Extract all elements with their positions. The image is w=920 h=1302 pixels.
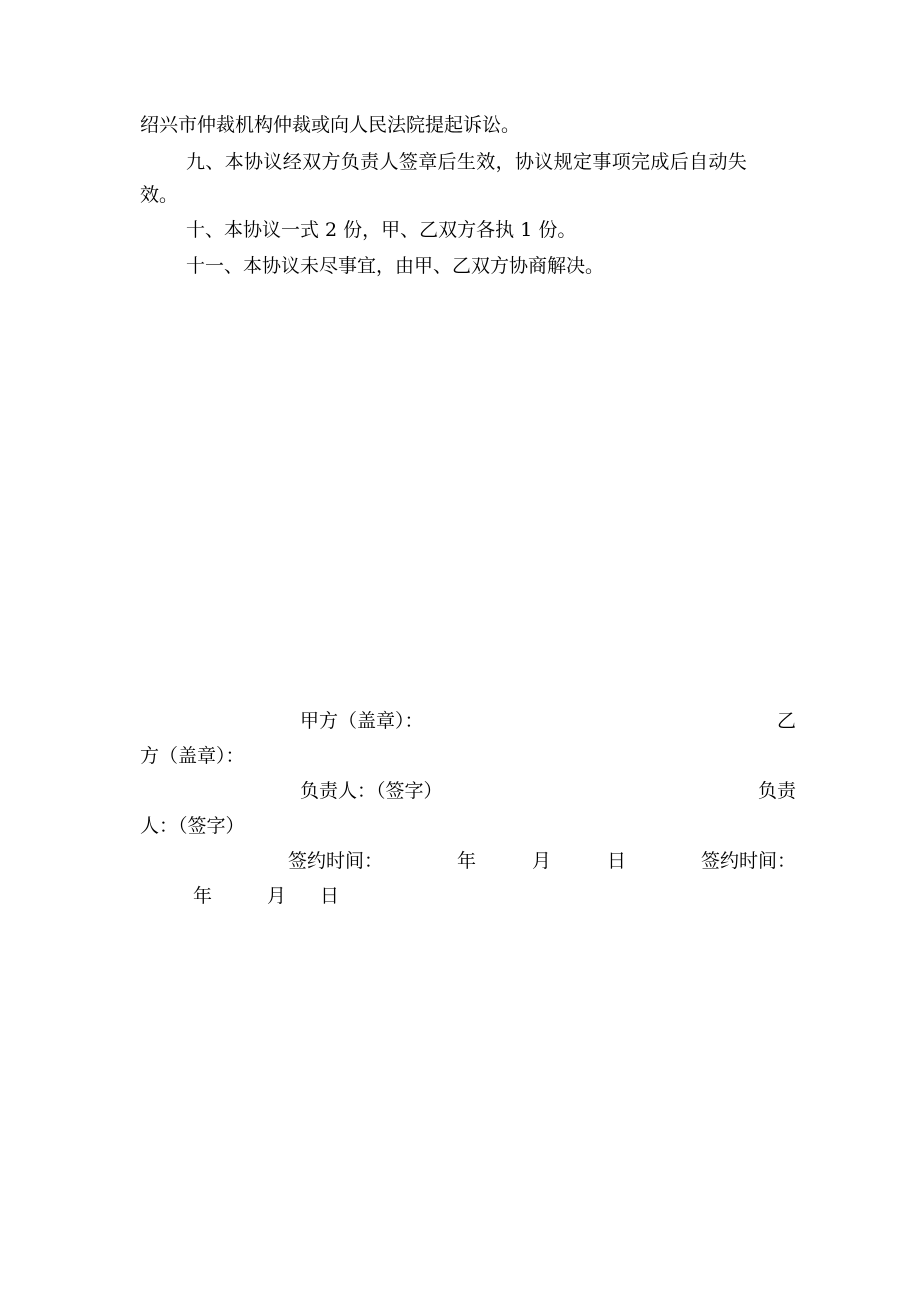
party-a-date-month: 月 xyxy=(532,850,552,872)
paragraph-clause-10: 十、本协议一式 2 份，甲、乙双方各执 1 份。 xyxy=(186,219,577,241)
party-a-representative-label: 负责人：（签字） xyxy=(300,780,443,802)
party-b-date-year: 年 xyxy=(193,885,213,907)
party-b-seal-label-part2: 方（盖章）： xyxy=(140,745,245,767)
party-b-date-day: 日 xyxy=(320,885,340,907)
party-b-seal-label-part1: 乙 xyxy=(776,710,796,732)
party-a-date-label: 签约时间： xyxy=(288,850,384,872)
paragraph-clause-11: 十一、本协议未尽事宜，由甲、乙双方协商解决。 xyxy=(186,255,605,277)
paragraph-clause-9-line-1: 九、本协议经双方负责人签章后生效，协议规定事项完成后自动失 xyxy=(186,151,748,173)
paragraph-clause-9-line-2: 效。 xyxy=(140,184,179,206)
party-a-seal-label: 甲方（盖章）： xyxy=(300,710,424,732)
party-a-date-year: 年 xyxy=(457,850,477,872)
party-b-representative-label-part1: 负责 xyxy=(757,780,796,802)
party-b-date-month: 月 xyxy=(267,885,287,907)
party-b-representative-label-part2: 人：（签字） xyxy=(140,815,245,837)
party-b-date-label: 签约时间： xyxy=(701,850,797,872)
party-a-date-day: 日 xyxy=(607,850,627,872)
paragraph-arbitration-continuation: 绍兴市仲裁机构仲裁或向人民法院提起诉讼。 xyxy=(140,114,521,136)
